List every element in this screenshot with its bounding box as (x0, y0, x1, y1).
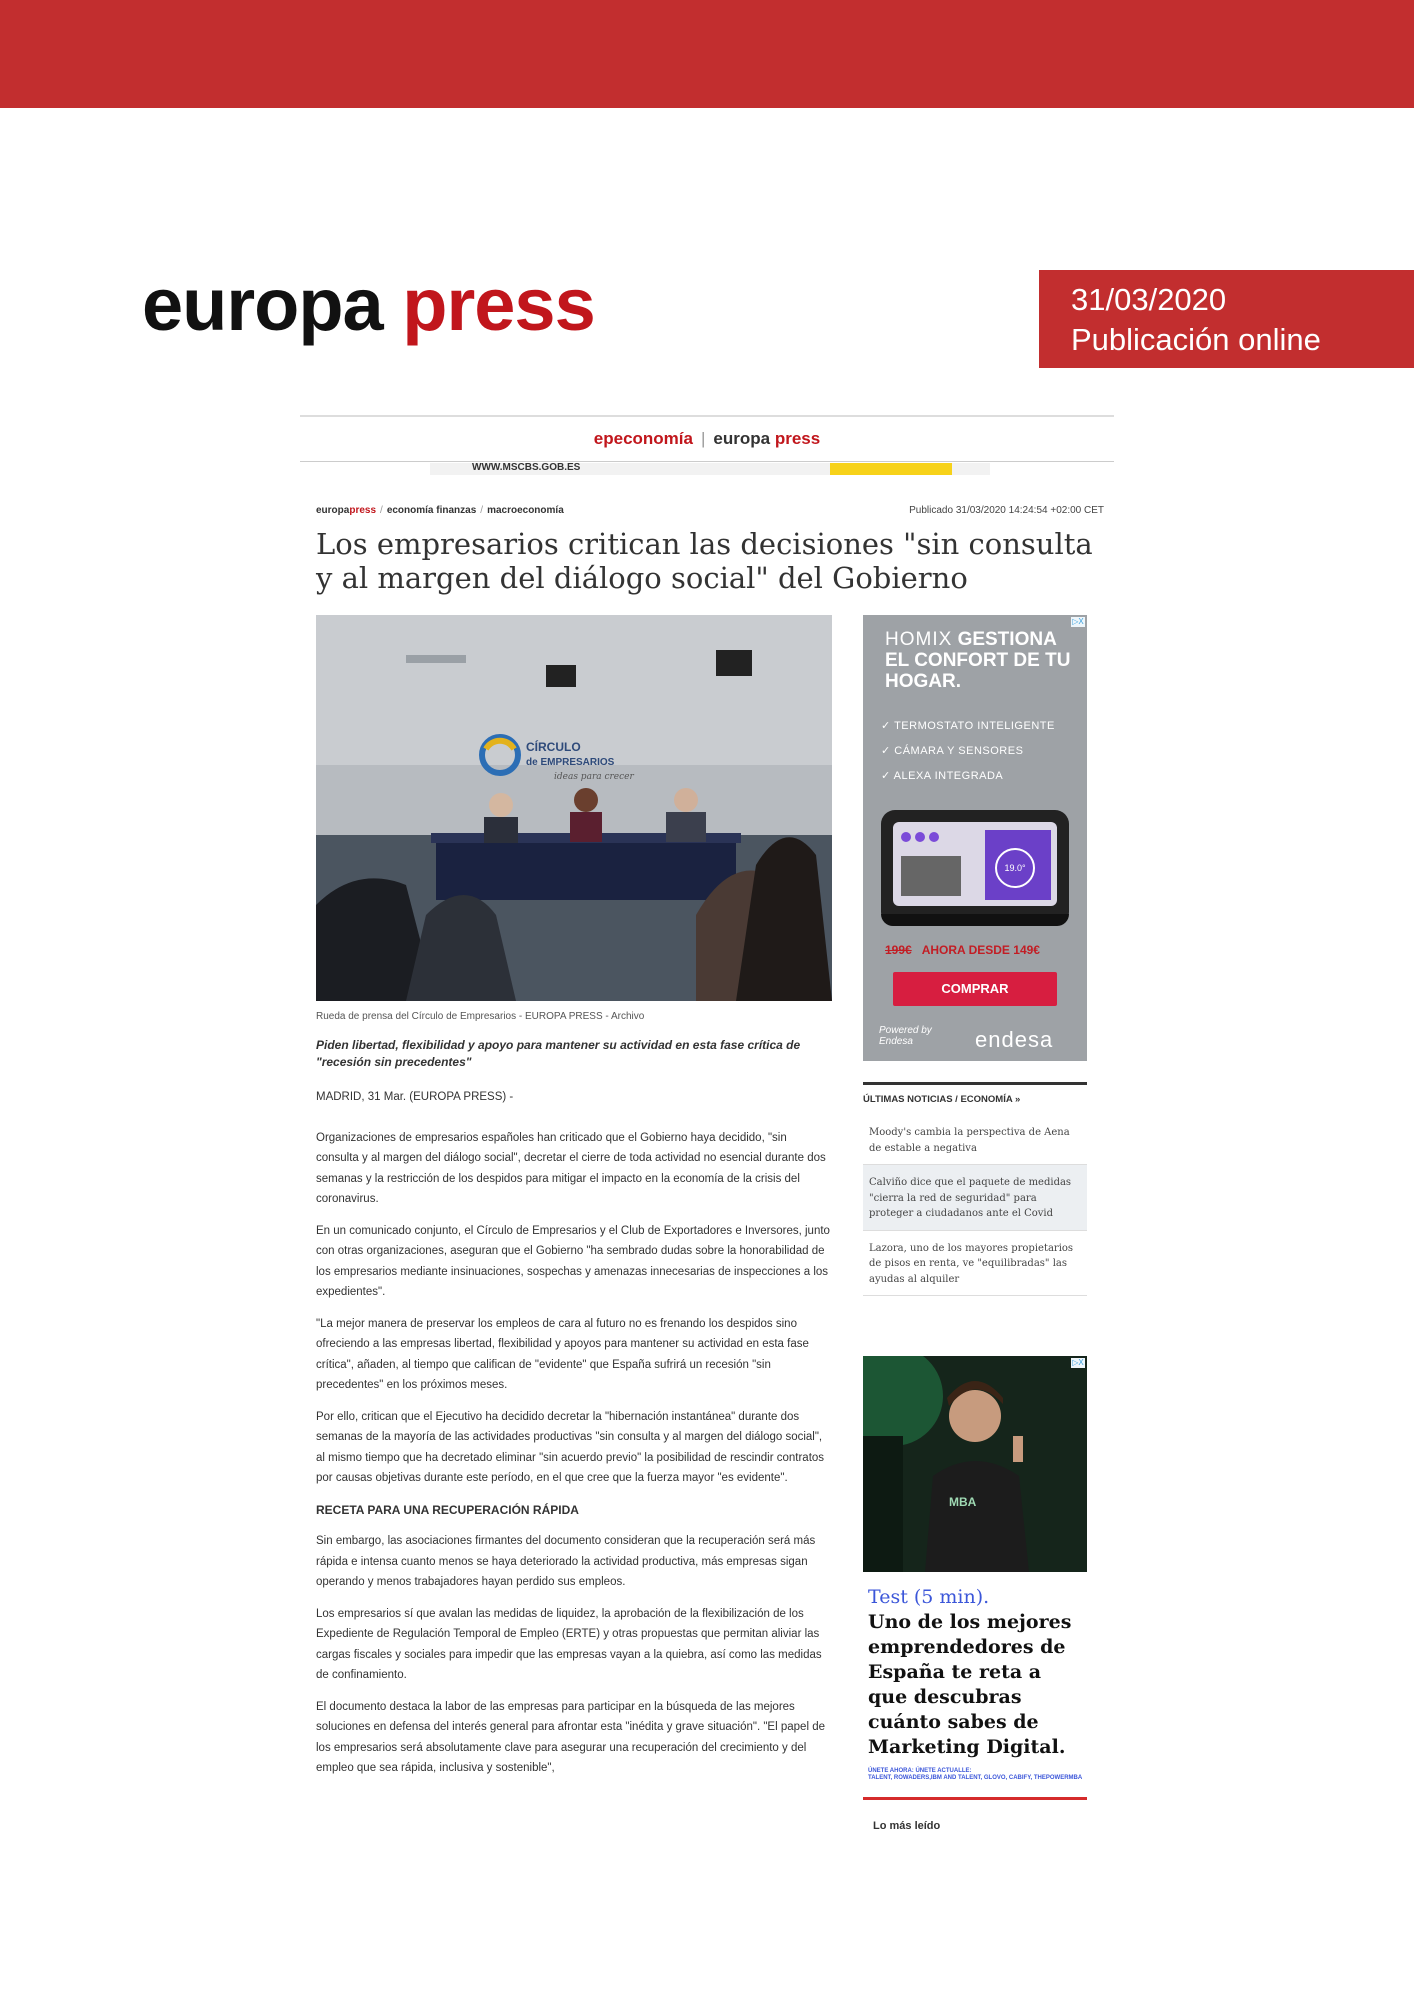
clip-top-line (300, 415, 1114, 417)
published-timestamp: Publicado 31/03/2020 14:24:54 +02:00 CET (909, 505, 1104, 516)
header-divider (300, 461, 1114, 462)
photo-caption: Rueda de prensa del Círculo de Empresarios - EUROPA PRESS - Archivo (316, 1011, 645, 1022)
mba-ad-message: Uno de los mejores emprendedores de España te reta a que descubras cuánto sabes de Marketing Digital. (868, 1611, 1072, 1758)
top-red-bar (0, 0, 1414, 108)
publication-date: 31/03/2020 (1071, 282, 1227, 317)
europapress-logo: europa press (142, 263, 595, 346)
breadcrumb-subsection[interactable]: macroeconomía (487, 505, 564, 516)
article-lead: Piden libertad, flexibilidad y apoyo para mantener su actividad en esta fase crítica de "recesión sin precedentes" (316, 1038, 801, 1069)
homix-ad-title: HOMIX GESTIONA EL CONFORT DE TU HOGAR. (885, 629, 1071, 692)
article-paragraph: Por ello, critican que el Ejecutivo ha decidido decretar la "hibernación instantánea" durante dos semanas de la mayoría de las actividades productivas "sin consulta y al margen del diálogo social", al mismo tiempo que ha decretado eliminar "sin acuerdo previo" la posibilidad de rescindir contratos por causas objetivas durante este período, en el que cree que la fuerza mayor "es evidente". (316, 1410, 825, 1484)
photo-sign-line-3: ideas para crecer (554, 772, 634, 782)
most-read-heading[interactable]: Lo más leído (873, 1820, 941, 1832)
endesa-logo: endesa (975, 1027, 1054, 1052)
ad-choices-icon[interactable]: ▷X (1072, 617, 1084, 626)
article-paragraph: "La mejor manera de preservar los empleos de cara al futuro no es frenando los despidos sino ofreciendo a las empresas libertad, flexibilidad y apoyos para mantener su actividad en esta fase crítica", añaden, al tiempo que califican de "evidente" que España sufrirá un recesión "sin precedentes" en los próximos meses. (316, 1317, 809, 1391)
homix-feature: ✓ ALEXA INTEGRADA (881, 770, 1004, 782)
mba-ad-quiz: Test (5 min). (868, 1586, 990, 1608)
top-ad-banner[interactable] (430, 463, 990, 475)
section-red-rule (863, 1797, 1087, 1800)
article-page (310, 487, 1114, 1847)
latest-news-heading[interactable]: ÚLTIMAS NOTICIAS / ECONOMÍA » (863, 1082, 1087, 1105)
ad-yellow-block (830, 463, 952, 475)
article-paragraph: El documento destaca la labor de las empresas para participar en la búsqueda de las mejores soluciones en defensa del interés general para afrontar esta "inédita y grave situación". "El papel de los empresarios será absolutamente clave para asegurar una recuperación del crecimiento y del empleo que sea rápida, inclusiva y sostenible", (316, 1700, 825, 1774)
article-paragraph: Los empresarios sí que avalan las medidas de liquidez, la aprobación de la flexibilización de los Expediente de Regulación Temporal de Empleo (ERTE) y otras propuestas que permitan aliviar las cargas fiscales y sociales para impedir que las empresas vayan a la quiebra, así como las medidas de confinamiento. (316, 1607, 822, 1681)
article-paragraph: Organizaciones de empresarios españoles han criticado que el Gobierno haya decidido, "sin consulta y al margen del diálogo social", decretar el cierre de toda actividad no esencial durante dos semanas y la restricción de los despidos para mitigar el impacto en la economía de la crisis del coronavirus. (316, 1131, 826, 1205)
latest-news (863, 1082, 1087, 1296)
smart-display-image (881, 810, 1069, 926)
mba-ad-image[interactable] (863, 1356, 1087, 1572)
article-body (316, 1087, 832, 1790)
site-header[interactable]: epeconomía | europa press (593, 429, 821, 448)
buy-button[interactable]: COMPRAR (893, 972, 1057, 1006)
ad-choices-icon[interactable]: ▷X (1072, 1358, 1084, 1367)
breadcrumb-section[interactable]: economía finanzas (386, 505, 477, 516)
thermostat-reading: 19.0° (995, 848, 1035, 888)
latest-news-item[interactable]: Lazora, uno de los mayores propietarios de pisos en renta, ve "equilibradas" las ayudas al alquiler (863, 1231, 1087, 1297)
article-title: Los empresarios critican las decisiones "sin consulta y al margen del diálogo social" del Gobierno (316, 527, 1093, 595)
article-paragraph: En un comunicado conjunto, el Círculo de Empresarios y el Club de Exportadores e Inversores, junto con otras organizaciones, aseguran que el Gobierno "ha sembrado dudas sobre la honorabilidad de los empresarios mediante insinuaciones, sospechas y amenazas innecesarias de inspecciones a los expedientes". (316, 1224, 830, 1298)
breadcrumb: europapress / economía finanzas / macroeconomía (316, 505, 564, 516)
powered-by-label: Powered by Endesa (879, 1025, 932, 1047)
homix-feature: ✓ TERMOSTATO INTELIGENTE (881, 720, 1055, 732)
article-photo[interactable] (316, 615, 832, 1001)
ad-url: WWW.MSCBS.GOB.ES (472, 462, 581, 473)
homix-feature: ✓ CÁMARA Y SENSORES (881, 745, 1024, 757)
publication-type: Publicación online (1071, 322, 1321, 357)
press-conference-photo (316, 615, 832, 1001)
breadcrumb-home[interactable]: europapress (316, 505, 377, 516)
article-dateline: MADRID, 31 Mar. (EUROPA PRESS) - (316, 1091, 514, 1103)
speaker-photo (863, 1356, 1087, 1572)
article-subheading: RECETA PARA UNA RECUPERACIÓN RÁPIDA (316, 1502, 579, 1517)
mba-ad-fineprint: ÚNETE AHORA: ÚNETE ACTUALLE: TALENT, ROWADERS,IBM AND TALENT, GLOVO, CABIFY, THEPOWERMBA (868, 1768, 1083, 1781)
latest-news-item[interactable]: Moody's cambia la perspectiva de Aena de estable a negativa (863, 1115, 1087, 1165)
photo-sign-line-2: de EMPRESARIOS (526, 757, 615, 768)
homix-ad[interactable] (863, 615, 1087, 1061)
mba-logo: MBA (949, 1495, 977, 1509)
latest-news-item[interactable]: Calviño dice que el paquete de medidas "cierra la red de seguridad" para proteger a ciudadanos ante el Covid (863, 1165, 1087, 1231)
web-clipping (300, 415, 1114, 1847)
publication-info-box (1039, 270, 1414, 368)
article-paragraph: Sin embargo, las asociaciones firmantes del documento consideran que la recuperación será más rápida e intensa cuanto menos se haya deteriorado la actividad productiva, más empresas sigan operando y menos trabajadores hayan perdido sus empleos. (316, 1535, 816, 1588)
mba-ad-text[interactable] (863, 1572, 1087, 1810)
homix-price: 199€ AHORA DESDE 149€ (885, 943, 1040, 957)
photo-sign-line-1: CÍRCULO (526, 740, 581, 754)
